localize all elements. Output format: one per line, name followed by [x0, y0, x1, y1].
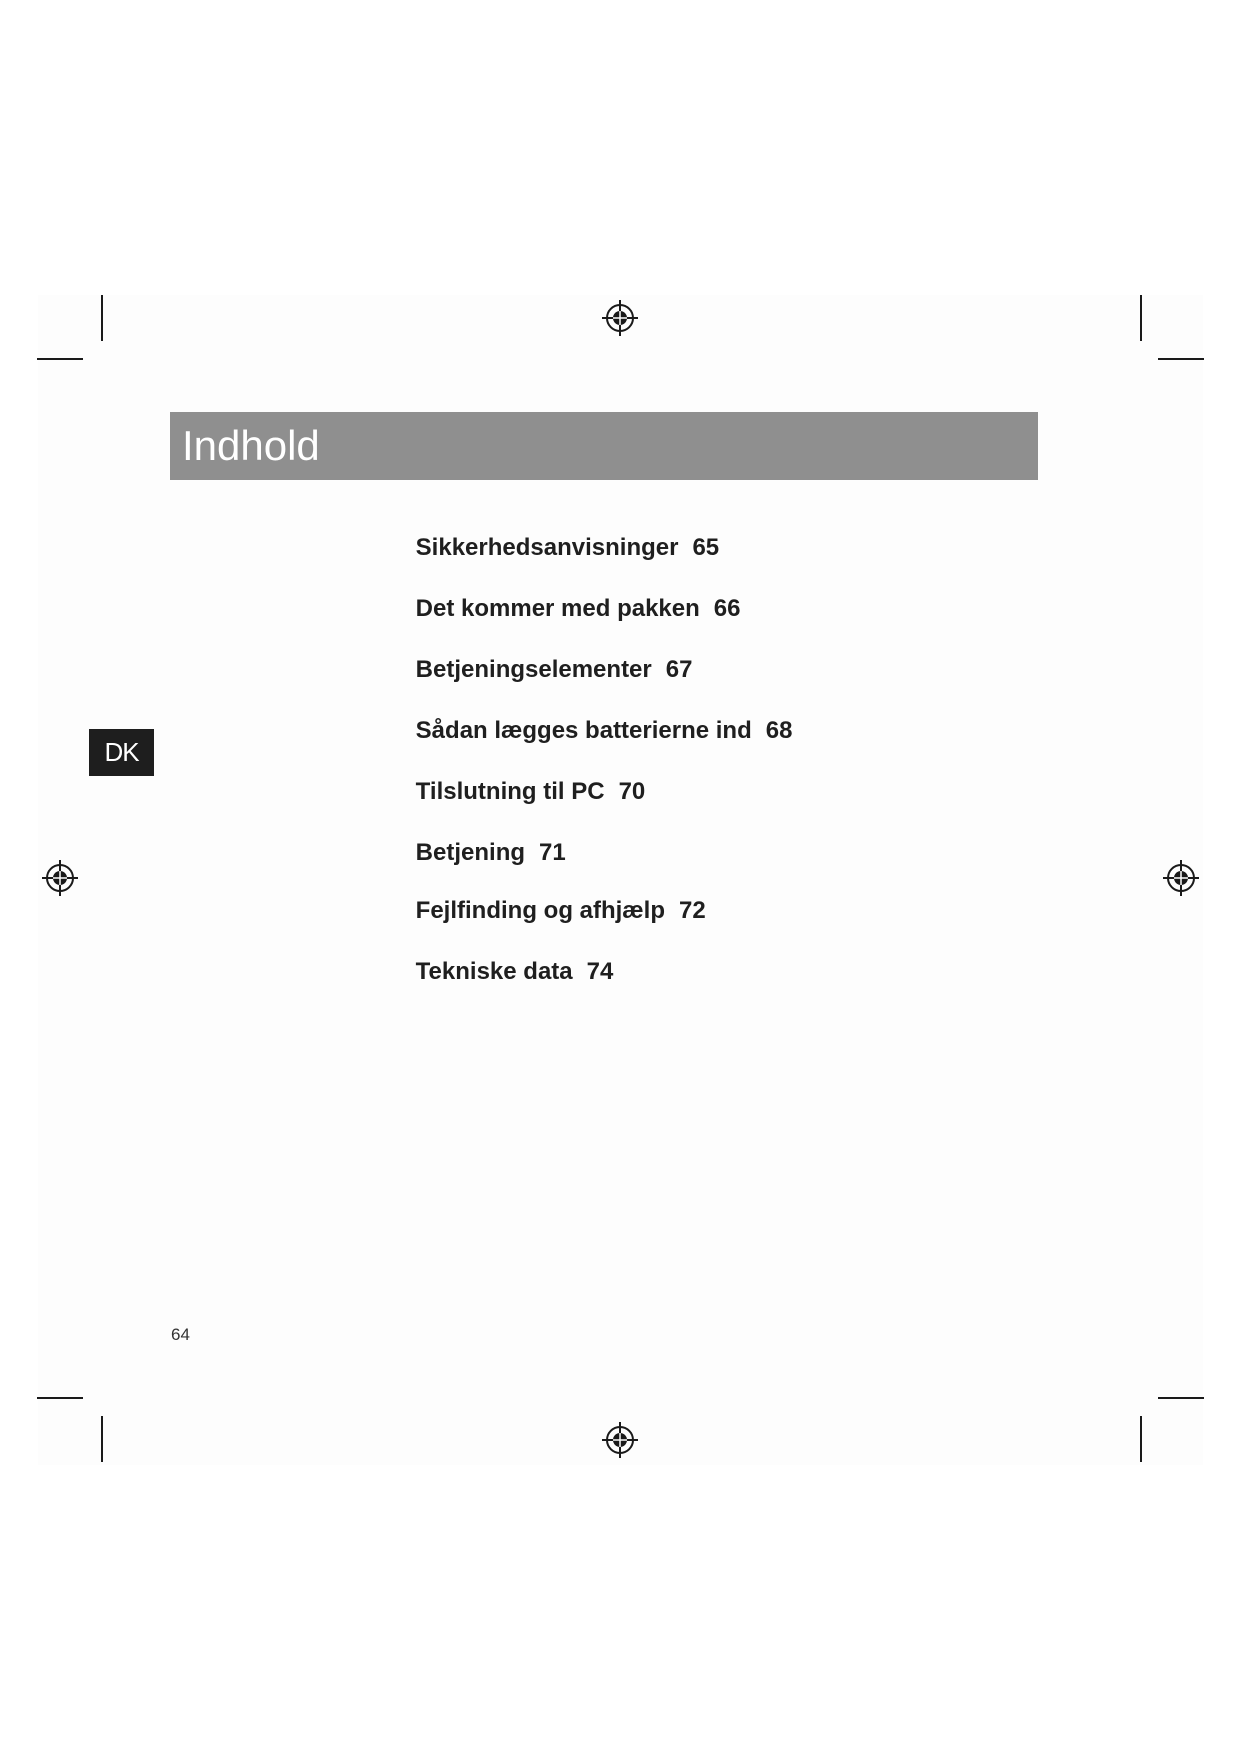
toc-entry-page: 70 — [618, 778, 646, 805]
toc-entry-label: Tekniske data — [415, 958, 573, 985]
crop-mark-icon — [1140, 295, 1142, 341]
crop-mark-icon — [37, 1397, 83, 1399]
toc-entry-label: Fejlfinding og afhjælp — [415, 897, 665, 924]
toc-entry-label: Det kommer med pakken — [415, 595, 700, 622]
toc-entry-page: 72 — [678, 897, 706, 924]
toc-entry-label: Betjeningselementer — [415, 656, 652, 683]
crop-mark-icon — [1140, 1416, 1142, 1462]
crop-mark-icon — [101, 295, 103, 341]
toc-entry-page: 67 — [665, 656, 693, 683]
crop-mark-icon — [1158, 358, 1204, 360]
toc-entry[interactable] — [389, 927, 613, 1017]
toc-entry-label: Sådan lægges batterierne ind — [415, 717, 752, 744]
table-of-contents — [389, 0, 1089, 1754]
registration-mark-icon — [1162, 859, 1200, 897]
toc-entry-label: Tilslutning til PC — [415, 778, 605, 805]
toc-entry-page: 71 — [539, 839, 566, 866]
toc-entry-label: Betjening — [415, 839, 526, 866]
registration-mark-icon — [41, 859, 79, 897]
page-number: 64 — [171, 1325, 190, 1344]
toc-entry-page: 65 — [692, 534, 720, 561]
language-badge: DK — [89, 729, 154, 776]
crop-mark-icon — [1158, 1397, 1204, 1399]
crop-mark-icon — [101, 1416, 103, 1462]
crop-mark-icon — [37, 358, 83, 360]
page-title: Indhold — [182, 422, 320, 469]
toc-entry-label: Sikkerhedsanvisninger — [415, 534, 679, 561]
toc-entry-page: 74 — [586, 958, 614, 985]
toc-entry-page: 66 — [713, 595, 741, 622]
toc-entry-page: 68 — [765, 717, 793, 744]
